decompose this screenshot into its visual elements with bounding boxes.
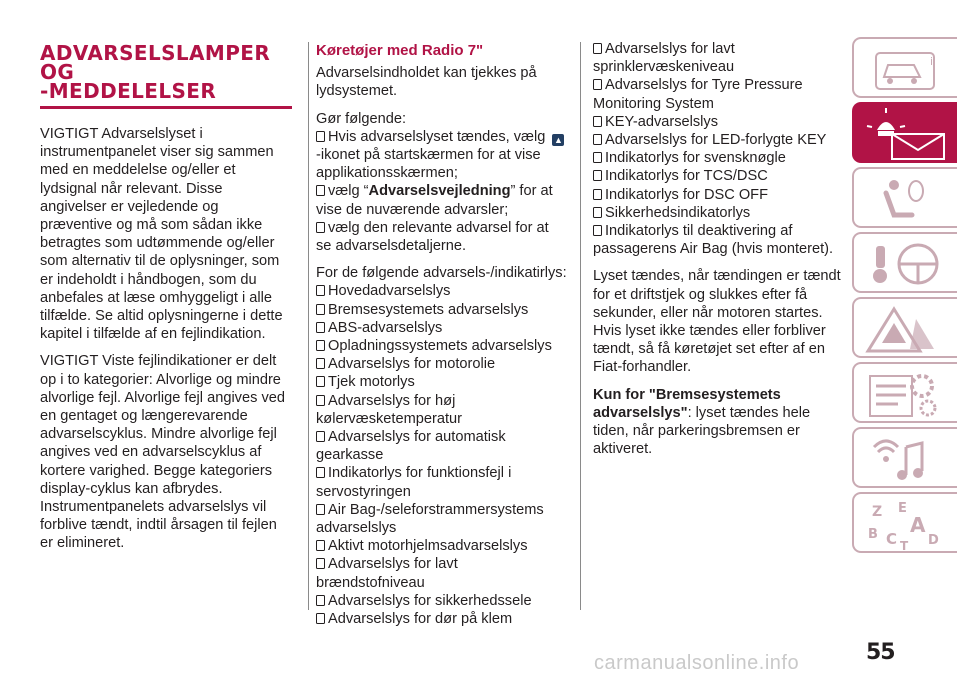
step3-text: vælg den relevante advarsel for at se advarselsdetaljerne. — [316, 219, 549, 255]
warning-light-item — [316, 319, 568, 337]
seat-airbag-icon — [854, 169, 959, 230]
warning-light-label: Advarselslys for automatisk gearkasse — [316, 429, 506, 464]
warning-light-label: ABS-advarselslys — [328, 319, 443, 336]
warning-light-label: Indikatorlys for svensknøgle — [605, 150, 786, 167]
car-info-icon — [854, 39, 959, 100]
warning-light-label: Indikatorlys for funktionsfejl i servostyringen — [316, 465, 512, 500]
brake-note — [593, 386, 843, 459]
list-intro: For de følgende advarsels-/indikatirlys: — [316, 265, 567, 282]
warning-light-label: Indikatorlys til deaktivering af passagerens Air Bag (hvis monteret). — [593, 223, 834, 258]
svg-text:B: B — [868, 527, 878, 542]
warning-light-item — [316, 373, 568, 391]
step2-text-a: vælg “ — [328, 183, 369, 200]
warning-light-label: Tjek motorlys — [328, 374, 415, 391]
warning-light-item — [593, 149, 843, 167]
column-lights — [593, 40, 843, 467]
warning-light-list — [316, 282, 568, 628]
bullet-box-icon — [593, 189, 602, 200]
warning-light-label: Indikatorlys for DSC OFF — [605, 186, 768, 203]
warning-light-item — [316, 537, 568, 555]
bullet-box-icon — [593, 134, 602, 145]
maintenance-checklist-icon — [854, 364, 959, 425]
warning-light-label: Advarselslys for dør på klem — [328, 611, 513, 628]
step-item — [316, 182, 568, 218]
warning-light-label: Advarselslys for sikkerhedsselе — [328, 592, 532, 609]
tab-multimedia[interactable] — [852, 427, 957, 488]
svg-text:D: D — [928, 533, 939, 548]
warning-light-item — [316, 337, 568, 355]
step1-text-b: -ikonet på startskærmen for at vise applikationsskærmen; — [316, 147, 541, 182]
step2-bold: Advarselsvejledning — [368, 183, 511, 200]
warning-light-item — [316, 428, 568, 464]
bullet-box-icon — [316, 431, 325, 442]
warning-light-label: Advarselslys for lavt sprinklervæskeniveau — [593, 41, 735, 76]
warning-light-item — [316, 501, 568, 537]
warning-light-label: Sikkerhedsindikatorlys — [605, 204, 751, 221]
column-radio — [316, 40, 568, 628]
bullet-box-icon — [593, 207, 602, 218]
bullet-box-icon — [316, 131, 325, 142]
warning-light-item — [593, 167, 843, 185]
warning-light-item — [593, 40, 843, 76]
warning-light-label: Opladningssystemets advarselslys — [328, 338, 552, 355]
section-title-line-2: OG — [40, 60, 75, 84]
important-note-2: VIGTIGT Viste fejlindikationer er delt op i to kategorier: Alvorlige og mindre alvorlige fejl. Alvorlige fejl angives ved en gentaget og længerevarende advarselscyklus. Mindre alvorlige fejl angives ved en advarselscyklus af kortere varighed. Begge kategoriers display-cyklus kan afbrydes. Instrumentpanelets advarselslys vil forblive tændt, indtil årsagen til fejlen er elimineret. — [40, 353, 285, 552]
svg-text:Z: Z — [872, 504, 883, 520]
bullet-box-icon — [593, 43, 602, 54]
section-title-line-3: -MEDDELELSER — [40, 79, 217, 103]
bullet-box-icon — [316, 504, 325, 515]
warning-light-label: Advarselslys for LED-forlygte KEY — [605, 132, 827, 149]
tab-index[interactable] — [852, 492, 957, 553]
warning-light-item — [316, 592, 568, 610]
warning-light-item — [316, 464, 568, 500]
bullet-box-icon — [316, 340, 325, 351]
bullet-box-icon — [316, 558, 325, 569]
bullet-box-icon — [593, 152, 602, 163]
watermark-text: carmanualsonline.info — [594, 652, 800, 674]
tab-safety[interactable] — [852, 167, 957, 228]
key-steering-wheel-icon — [854, 234, 959, 295]
radio-heading: Køretøjer med Radio 7" — [316, 42, 484, 59]
bullet-box-icon — [316, 322, 325, 333]
warning-light-label: Advarselslys for Tyre Pressure Monitoring System — [593, 77, 803, 112]
svg-text:A: A — [910, 513, 926, 537]
warning-light-label: Air Bag-/seleforstrammersystems advarselslys — [316, 501, 544, 537]
svg-text:C: C — [886, 530, 898, 548]
svg-text:i: i — [930, 55, 934, 68]
bullet-box-icon — [316, 595, 325, 606]
svg-text:E: E — [898, 501, 907, 516]
bullet-box-icon — [593, 225, 602, 236]
alphabetical-index-icon — [854, 494, 959, 555]
warning-light-item — [593, 113, 843, 131]
warning-light-item — [316, 610, 568, 628]
tab-car-info[interactable] — [852, 37, 957, 98]
warning-light-label: Indikatorlys for TCS/DSC — [605, 168, 768, 185]
tab-starting-driving[interactable] — [852, 232, 957, 293]
warning-light-item — [316, 282, 568, 300]
column-divider-2 — [580, 42, 581, 610]
warning-light-item — [316, 301, 568, 319]
important-note-1: VIGTIGT Advarselslyset i instrumentpanelet viser sig sammen med en meddelelse og/eller et lydsignal når relevant. Disse angivelser er vejledende og præventive og må som sådan ikke betragtes som udtømmende og/eller som alternativ til de oplysninger, som er indeholdt i håndbogen, som du anbefales at læse omhyggeligt i alle tilfælde. Se altid oplysningerne i dette kapitel i tilfælde af en fejlindikation. — [40, 126, 283, 343]
bullet-box-icon — [593, 170, 602, 181]
warning-light-label: Advarselslys for motorolie — [328, 356, 496, 373]
column-divider-1 — [308, 42, 309, 610]
warning-light-item — [593, 186, 843, 204]
bullet-box-icon — [316, 613, 325, 624]
bullet-box-icon — [316, 285, 325, 296]
warning-light-label: Advarselslys for høj kølervæsketemperatur — [316, 392, 462, 427]
warning-light-item — [316, 392, 568, 428]
step1-text-a: Hvis advarselslyset tændes, vælg — [328, 128, 546, 145]
warning-light-item — [593, 222, 843, 258]
brake-note-bold: Kun for "Bremsesystemets advarselslys" — [593, 386, 781, 421]
page-number: 55 — [866, 640, 895, 665]
step-item — [316, 128, 568, 183]
tab-emergency[interactable] — [852, 297, 957, 358]
warning-light-envelope-icon — [854, 104, 959, 165]
step-item — [316, 219, 568, 255]
section-title — [40, 41, 292, 103]
warning-light-item — [316, 355, 568, 373]
warning-light-list-continued — [593, 40, 843, 258]
car-warning-icon: ▲ — [553, 134, 563, 145]
warning-light-item — [593, 131, 843, 149]
brake-note-rest: : lyset tændes hele tiden, når parkeringsbremsen er aktiveret. — [593, 404, 811, 458]
breakdown-triangle-icon — [854, 299, 959, 360]
warning-light-item — [593, 76, 843, 112]
bullet-box-icon — [593, 116, 602, 127]
bullet-box-icon — [316, 395, 325, 406]
warning-light-label: KEY-advarselslys — [605, 113, 719, 130]
tab-maintenance[interactable] — [852, 362, 957, 423]
steps-intro: Gør følgende: — [316, 110, 407, 127]
bullet-box-icon — [593, 79, 602, 90]
bullet-box-icon — [316, 185, 325, 196]
bullet-box-icon — [316, 376, 325, 387]
warning-light-item — [316, 555, 568, 591]
bullet-box-icon — [316, 540, 325, 551]
bullet-box-icon — [316, 222, 325, 233]
multimedia-icon — [854, 429, 959, 490]
column-intro — [40, 40, 292, 562]
bullet-box-icon — [316, 467, 325, 478]
warning-light-label: Aktivt motorhjelmsadvarselslys — [328, 538, 528, 555]
radio-intro: Advarselsindholdet kan tjekkes på lydsystemet. — [316, 65, 537, 100]
step2-text-b: ” for at vise de nuværende advarsler; — [316, 183, 553, 218]
warning-light-label: Advarselslys for lavt brændstofniveau — [316, 556, 458, 591]
light-behaviour-note: Lyset tændes, når tændingen er tændt for et driftstjek og slukkes efter få sekunder, eller når motoren startes. Hvis lyset ikke tændes eller forbliver tændt, så få køretøjet set efter af en Fiat-forhandler. — [593, 268, 841, 376]
warning-light-item — [593, 204, 843, 222]
title-underline — [40, 106, 292, 109]
svg-text:T: T — [900, 539, 909, 553]
section-title-line-1: ADVARSELSLAMPER — [40, 41, 271, 65]
tab-warning-lights[interactable] — [852, 102, 957, 163]
bullet-box-icon — [316, 304, 325, 315]
warning-light-label: Bremsesystemets advarselslys — [328, 301, 529, 318]
bullet-box-icon — [316, 358, 325, 369]
warning-light-label: Hovedadvarselslys — [328, 283, 451, 300]
